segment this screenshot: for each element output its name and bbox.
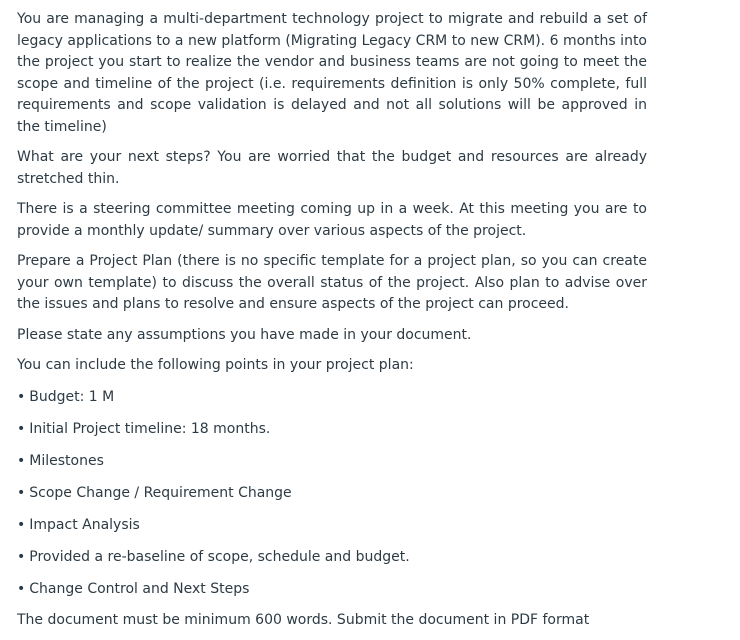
include-paragraph: You can include the following points in your project plan: (17, 357, 414, 373)
bullet-icon: • (17, 516, 26, 533)
list-item-text: Initial Project timeline: 18 months. (29, 420, 271, 437)
bullet-icon: • (17, 452, 26, 469)
list-item (17, 450, 647, 472)
steering-paragraph: There is a steering committee meeting coming up in a week. At this meeting you are to provide a monthly update/ summary over various aspects of the project. (17, 201, 647, 239)
assignment-document (17, 9, 647, 640)
bullet-list (17, 386, 647, 600)
list-item (17, 386, 647, 408)
list-item (17, 578, 647, 600)
list-item-text: Provided a re-baseline of scope, schedule and budget. (29, 548, 410, 565)
list-item-text: Change Control and Next Steps (29, 580, 250, 597)
assumptions-paragraph: Please state any assumptions you have made in your document. (17, 326, 472, 343)
list-item (17, 482, 647, 504)
bullet-icon: • (17, 548, 26, 565)
intro-paragraph: You are managing a multi-department technology project to migrate and rebuild a set of legacy applications to a new platform (Migrating Legacy CRM to new CRM). 6 months into the project you start to realize the vendor and business teams are not going to meet the scope and timeline of the project (i.e. requirements definition is only 50% complete, full requirements and scope validation is delayed and not all solutions will be approved in the timeline) (17, 11, 647, 135)
list-item-text: Budget: 1 M (29, 388, 115, 405)
bullet-icon: • (17, 580, 26, 597)
bullet-icon: • (17, 388, 26, 405)
list-item-text: Impact Analysis (29, 516, 140, 533)
list-item (17, 514, 647, 536)
list-item (17, 418, 647, 440)
question-paragraph: What are your next steps? You are worried that the budget and resources are already stretched thin. (17, 149, 647, 187)
footer-paragraph: The document must be minimum 600 words. Submit the document in PDF format (17, 611, 590, 628)
prepare-paragraph: Prepare a Project Plan (there is no specific template for a project plan, so you can create your own template) to discuss the overall status of the project. Also plan to advise over the issues and plans to resolve and ensure aspects of the project can proceed. (17, 253, 647, 312)
list-item-text: Milestones (29, 452, 104, 469)
bullet-icon: • (17, 484, 26, 501)
bullet-icon: • (17, 420, 26, 437)
list-item (17, 546, 647, 568)
list-item-text: Scope Change / Requirement Change (29, 484, 292, 501)
